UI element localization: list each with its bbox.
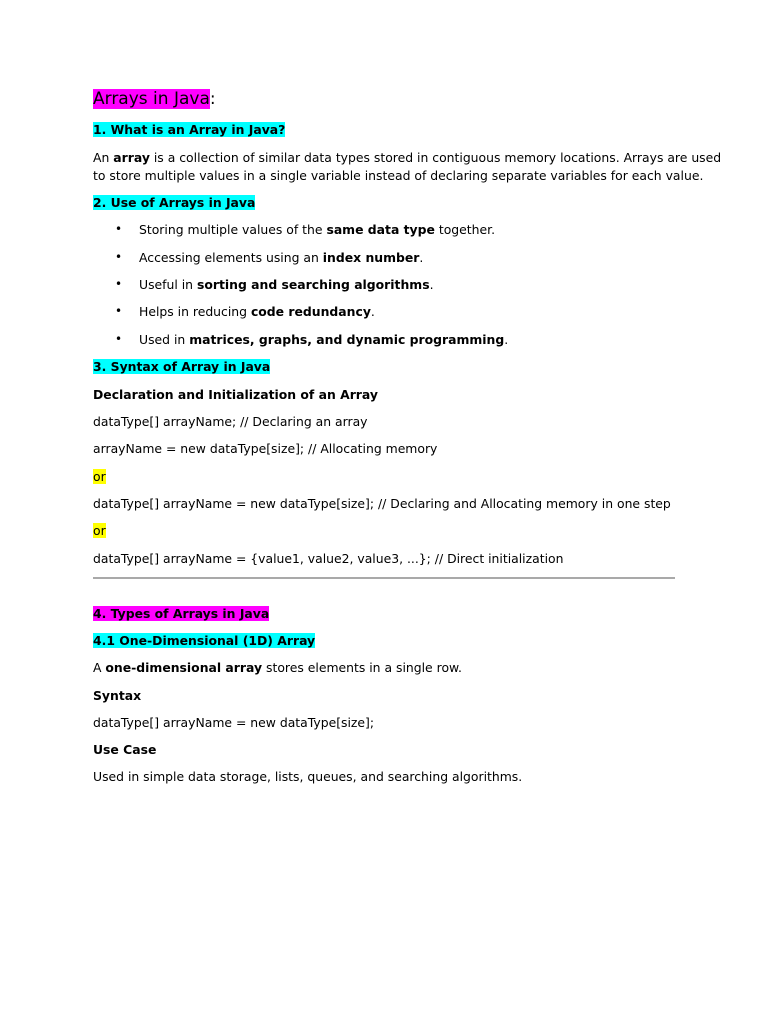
bullet-icon: • [115,277,123,291]
section-4-heading-text: 4. Types of Arrays in Java [93,606,270,621]
section-3-heading-text: 3. Syntax of Array in Java [93,359,271,374]
code-line-declare-allocate: dataType[] arrayName = new dataType[size]; // Declaring and Allocating memory in one step [93,496,671,511]
section-2-heading-text: 2. Use of Arrays in Java [93,195,256,210]
section-3-subheading: Declaration and Initialization of an Array [93,387,378,402]
section-4-1-heading-text: 4.1 One-Dimensional (1D) Array [93,633,316,648]
bullet-icon: • [115,304,123,318]
list-item: Accessing elements using an index number. [139,250,424,265]
list-item: Used in matrices, graphs, and dynamic programming. [139,332,509,347]
code-line-allocate: arrayName = new dataType[size]; // Allocating memory [93,441,438,456]
or-label: or [93,469,106,484]
title-highlight: Arrays in Java [93,89,210,109]
code-line-direct-init: dataType[] arrayName = {value1, value2, value3, ...}; // Direct initialization [93,551,564,566]
bold-term: array [113,150,150,165]
bullet-icon: • [115,250,123,264]
section-2-heading [93,195,255,211]
section-1-heading [93,122,285,138]
section-4-1-paragraph: A one-dimensional array stores elements in a single row. [93,660,462,675]
section-1-paragraph-line-1 [93,150,721,166]
usecase-text: Used in simple data storage, lists, queues, and searching algorithms. [93,769,523,784]
syntax-code-line: dataType[] arrayName = new dataType[size]; [93,715,375,730]
section-4-heading [93,606,269,622]
or-label: or [93,523,106,538]
usecase-label: Use Case [93,742,157,757]
title-colon: : [209,89,216,109]
section-1-paragraph-line-2: to store multiple values in a single variable instead of declaring separate variables for each value. [93,168,704,183]
list-item: Helps in reducing code redundancy. [139,304,375,319]
code-line-declare: dataType[] arrayName; // Declaring an array [93,414,368,429]
list-item: Useful in sorting and searching algorithms. [139,277,434,292]
section-3-heading [93,359,270,375]
syntax-label: Syntax [93,688,142,703]
section-1-heading-text: 1. What is an Array in Java? [93,122,286,137]
list-item: Storing multiple values of the same data type together. [139,222,496,237]
bullet-icon: • [115,222,123,236]
bullet-icon: • [115,332,123,346]
text-run: An [93,150,114,165]
text-run: is a collection of similar data types stored in contiguous memory locations. Arrays are used [149,150,722,165]
section-4-1-heading [93,633,315,649]
horizontal-divider [93,577,675,579]
document-title [93,88,216,110]
